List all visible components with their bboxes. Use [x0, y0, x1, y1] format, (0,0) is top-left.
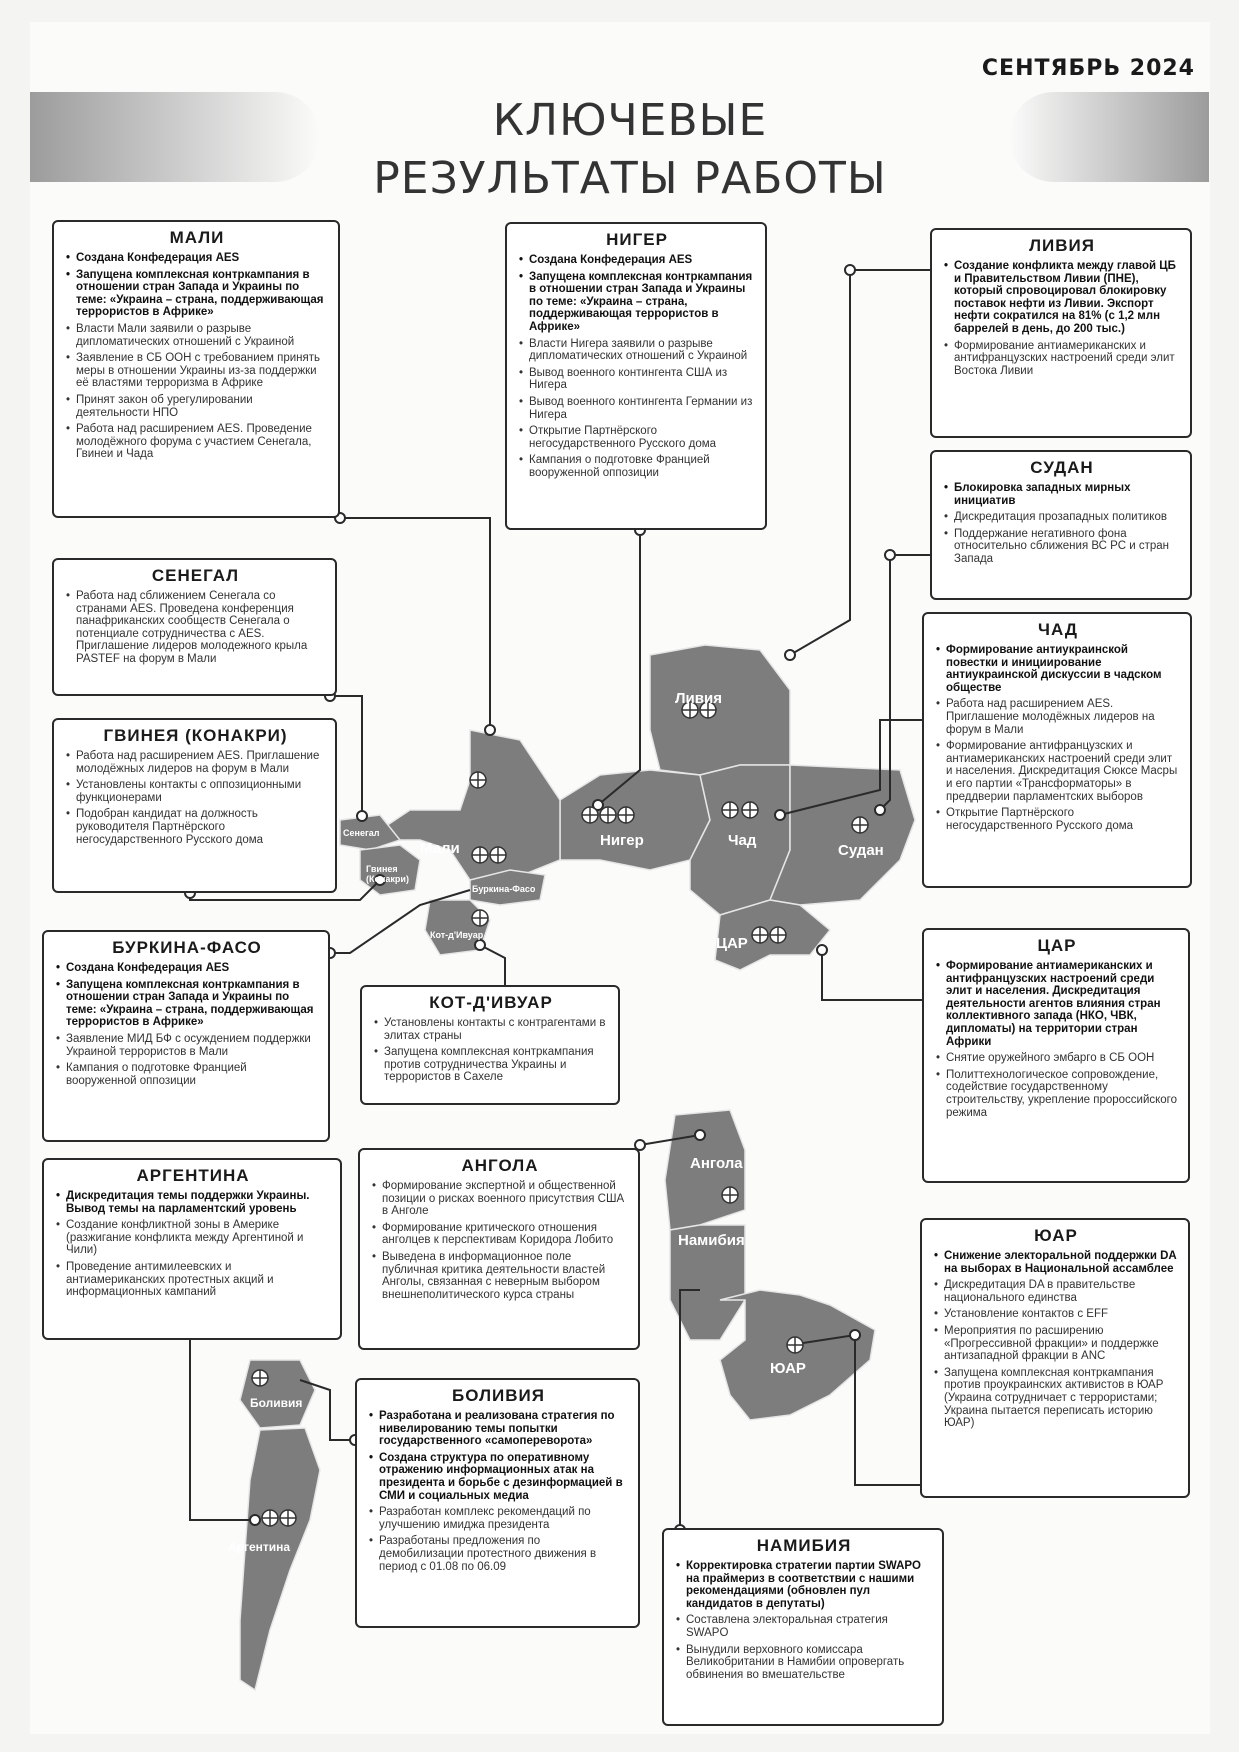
bullet-item: • Создана Конфедерация AES: [76, 252, 328, 265]
bullet-item: • Формирование экспертной и общественной позиции о рисках военного присутствия США в Анголе: [382, 1180, 628, 1218]
box-items: [934, 1250, 1178, 1430]
bullet-item: • Вывод военного контингента Германии из Нигера: [529, 396, 755, 421]
bullet-item: • Создание конфликта между главой ЦБ и Правительством Ливии (ПНЕ), который спровоцировал блокировку поставок нефти из Ливии. Экспорт нефти сократился на 81% (с 1,2 млн баррелей в день, до 200 тыс.): [954, 260, 1180, 336]
bullet-item: • Корректировка стратегии партии SWAPO на праймериз в соответствии с нашими рекомендациями (обновлен пул кандидатов в депутаты): [686, 1560, 932, 1610]
bullet-item: • Политтехнологическое сопровождение, содействие государственному строительству, укрепление пророссийского режима: [946, 1069, 1178, 1119]
map-label-car: ЦАР: [716, 935, 748, 952]
box-items: [944, 482, 1180, 566]
connector-niger: [598, 530, 640, 805]
bullet-item: • Запущена комплексная контркампания в отношении стран Запада и Украины по теме: «Украина – страна, поддерживающая террористов в Африке»: [76, 269, 328, 319]
box-sar: [920, 1218, 1190, 1498]
box-items: [936, 960, 1178, 1119]
map-libya: [650, 645, 790, 775]
bullet-item: • Работа над расширением AES. Приглашение молодёжных лидеров на форум в Мали: [946, 698, 1180, 736]
box-bolivia: [355, 1378, 640, 1628]
bullet-item: • Работа над сближением Сенегала со странами AES. Проведена конференция панафриканских сообществ Сенегала о потенциале сотрудничества с AES. Приглашение лидеров молодежного крыла PASTEF на форум в Мали: [76, 590, 325, 666]
box-namibia: [662, 1528, 944, 1726]
box-guinea: [52, 718, 337, 893]
box-title: ЮАР: [1034, 1226, 1078, 1245]
bullet-item: • Кампания о подготовке Францией вооруженной оппозиции: [66, 1062, 318, 1087]
box-items: [369, 1410, 628, 1573]
box-items: [519, 254, 755, 480]
map-label-guinea: Гвинея (Конакри): [366, 864, 409, 884]
map-label-argentina: Аргентина: [228, 1540, 291, 1554]
box-title: БОЛИВИЯ: [452, 1386, 545, 1405]
map-label-angola: Ангола: [690, 1155, 743, 1172]
bullet-item: • Создана Конфедерация AES: [66, 962, 318, 975]
box-chad: [922, 612, 1192, 888]
title-line-2: РЕЗУЛЬТАТЫ РАБОТЫ: [373, 153, 887, 204]
box-title: СЕНЕГАЛ: [151, 566, 240, 585]
box-title: ЧАД: [1038, 620, 1078, 639]
bullet-item: • Заявление МИД БФ с осуждением поддержки Украиной террористов в Мали: [66, 1033, 318, 1058]
box-burkina: [42, 930, 330, 1142]
map-label-libya: Ливия: [675, 690, 722, 707]
box-title: АРГЕНТИНА: [136, 1166, 250, 1185]
box-libya: [930, 228, 1192, 438]
box-title: АНГОЛА: [461, 1156, 539, 1175]
box-sudan: [930, 450, 1192, 600]
bullet-item: • Запущена комплексная контркампания против проукраинских активистов в ЮАР (Украина сотрудничает с террористами; Украина пытается переписать историю ЮАР): [944, 1367, 1178, 1430]
bullet-item: • Власти Нигера заявили о разрыве дипломатических отношений с Украиной: [529, 338, 755, 363]
bullet-item: • Открытие Партнёрского негосударственного Русского дома: [946, 807, 1180, 832]
bullet-item: • Проведение антимилеевских и антиамериканских протестных акций и информационных кампаний: [66, 1261, 330, 1299]
box-items: [676, 1560, 932, 1681]
box-items: [944, 260, 1180, 377]
map-sudan: [770, 765, 915, 905]
map-label-sar: ЮАР: [770, 1360, 806, 1377]
box-title: СУДАН: [1030, 458, 1094, 477]
box-cote: [360, 985, 620, 1105]
map-label-chad: Чад: [728, 832, 757, 849]
bullet-item: • Открытие Партнёрского негосударственного Русского дома: [529, 425, 755, 450]
box-senegal: [52, 558, 337, 696]
map-bolivia: [240, 1360, 315, 1428]
box-title: ЛИВИЯ: [1029, 236, 1095, 255]
bullet-item: • Снятие оружейного эмбарго в СБ ООН: [946, 1052, 1178, 1065]
bullet-item: • Составлена электоральная стратегия SWAPO: [686, 1614, 932, 1639]
report-date: СЕНТЯБРЬ 2024: [981, 56, 1195, 81]
map-label-niger: Нигер: [600, 832, 644, 849]
bullet-item: • Запущена комплексная контркампания в отношении стран Запада и Украины по теме: «Украина – страна, поддерживающая террористов в Африке»: [66, 979, 318, 1029]
box-title: ГВИНЕЯ (КОНАКРИ): [103, 726, 288, 745]
map-argentina: [240, 1428, 320, 1690]
bullet-item: • Создание конфликтной зоны в Америке (разжигание конфликта между Аргентиной и Чили): [66, 1219, 330, 1257]
box-title: ЦАР: [1037, 936, 1077, 955]
bullet-item: • Снижение электоральной поддержки DA на выборах в Национальной ассамблее: [944, 1250, 1178, 1275]
bullet-item: • Формирование антиукраинской повестки и инициирование антиукраинской дискуссии в чадском обществе: [946, 644, 1180, 694]
map-label-namibia: Намибия: [678, 1232, 745, 1249]
box-title: МАЛИ: [169, 228, 225, 247]
box-title: НИГЕР: [606, 230, 668, 249]
map-niger: [560, 770, 710, 870]
box-items: [66, 750, 325, 846]
box-title: НАМИБИЯ: [756, 1536, 852, 1555]
bullet-item: • Дискредитация темы поддержки Украины. Вывод темы на парламентский уровень: [66, 1190, 330, 1215]
bullet-item: • Разработана и реализована стратегия по нивелированию темы попытки государственного «самопереворота»: [379, 1410, 628, 1448]
bullet-item: • Дискредитация DA в правительстве национального единства: [944, 1279, 1178, 1304]
bullet-item: • Заявление в СБ ООН с требованием принять меры в отношении Украины из-за поддержки её властями терроризма в Африке: [76, 352, 328, 390]
bullet-item: • Подобран кандидат на должность руководителя Партнёрского негосударственного Русского дома: [76, 808, 325, 846]
bullet-item: • Разработаны предложения по демобилизации протестного движения в период с 01.08 по 06.09: [379, 1535, 628, 1573]
map-label-mali: Мали: [420, 840, 460, 857]
box-items: [56, 1190, 330, 1299]
bullet-item: • Блокировка западных мирных инициатив: [954, 482, 1180, 507]
map-label-senegal: Сенегал: [343, 828, 380, 838]
bullet-item: • Власти Мали заявили о разрыве дипломатических отношений с Украиной: [76, 323, 328, 348]
title-line-1: КЛЮЧЕВЫЕ: [492, 95, 768, 146]
bullet-item: • Работа над расширением AES. Проведение молодёжного форума с участием Сенегала, Гвинеи и Чада: [76, 423, 328, 461]
bullet-item: • Формирование критического отношения анголцев к перспективам Коридора Лобито: [382, 1222, 628, 1247]
bullet-item: • Мероприятия по расширению «Прогрессивной фракции» и поддержке антизападной фракции в ANC: [944, 1325, 1178, 1363]
box-items: [66, 590, 325, 666]
bullet-item: • Установлены контакты с контрагентами в элитах страны: [384, 1017, 608, 1042]
connector-libya: [790, 270, 930, 655]
bullet-item: • Поддержание негативного фона относительно сближения ВС РС и стран Запада: [954, 528, 1180, 566]
bullet-item: • Установлены контакты с оппозиционными функционерами: [76, 779, 325, 804]
bullet-item: • Установление контактов с EFF: [944, 1308, 1178, 1321]
map-label-sudan: Судан: [838, 842, 884, 859]
bullet-item: • Создана Конфедерация AES: [529, 254, 755, 267]
bullet-item: • Вывод военного контингента США из Нигера: [529, 367, 755, 392]
bullet-item: • Запущена комплексная контркампания в отношении стран Запада и Украины по теме: «Украина – страна, поддерживающая террористов в Африке»: [529, 271, 755, 334]
box-niger: [505, 222, 767, 530]
box-title: КОТ-Д'ИВУАР: [429, 993, 553, 1012]
box-items: [372, 1180, 628, 1301]
connector-cote: [480, 945, 505, 985]
map-label-cote: Кот-д'Ивуар: [430, 930, 484, 940]
connector-argentina: [190, 1340, 255, 1520]
bullet-item: • Формирование антиамериканских и антифранцузских настроений среди элит и населения. Дискредитация деятельности агентов влияния стран коллективного запада (НКО, ЧВК, дипломаты) на территории стран Африки: [946, 960, 1178, 1048]
bullet-item: • Кампания о подготовке Францией вооруженной оппозиции: [529, 454, 755, 479]
bullet-item: • Запущена комплексная контркампания против сотрудничества Украины и террористов в Сахеле: [384, 1046, 608, 1084]
connector-car: [822, 950, 930, 1000]
box-mali: [52, 220, 340, 518]
box-angola: [358, 1148, 640, 1350]
box-title: БУРКИНА-ФАСО: [112, 938, 262, 957]
bullet-item: • Создана структура по оперативному отражению информационных атак на президента и борьбе с дезинформацией в СМИ и социальных медиа: [379, 1452, 628, 1502]
box-items: [374, 1017, 608, 1084]
bullet-item: • Работа над расширением AES. Приглашение молодёжных лидеров на форум в Мали: [76, 750, 325, 775]
bullet-item: • Формирование антифранцузских и антиамериканских настроений среди элит и населения. Дискредитация Сюксе Масры и его партии «Трансформаторы» в преддверии парламентских выборов: [946, 740, 1180, 803]
bullet-item: • Дискредитация прозападных политиков: [954, 511, 1180, 524]
bullet-item: • Принят закон об урегулировании деятельности НПО: [76, 394, 328, 419]
map-label-bolivia: Боливия: [250, 1396, 303, 1410]
box-items: [56, 962, 318, 1087]
bullet-item: • Вынудили верховного комиссара Великобритании в Намибии опровергать обвинения во вмешательстве: [686, 1644, 932, 1682]
box-argentina: [42, 1158, 342, 1340]
bullet-item: • Формирование антиамериканских и антифранцузских настроений среди элит Востока Ливии: [954, 340, 1180, 378]
bullet-item: • Разработан комплекс рекомендаций по улучшению имиджа президента: [379, 1506, 628, 1531]
map-label-burkina: Буркина-Фасо: [472, 884, 536, 894]
box-items: [66, 252, 328, 461]
map-sar: [720, 1290, 875, 1420]
bullet-item: • Выведена в информационное поле публичная критика деятельности властей Анголы, связанная с неверным выбором внешнеполитического курса страны: [382, 1251, 628, 1301]
box-car: [922, 928, 1190, 1183]
box-items: [936, 644, 1180, 832]
